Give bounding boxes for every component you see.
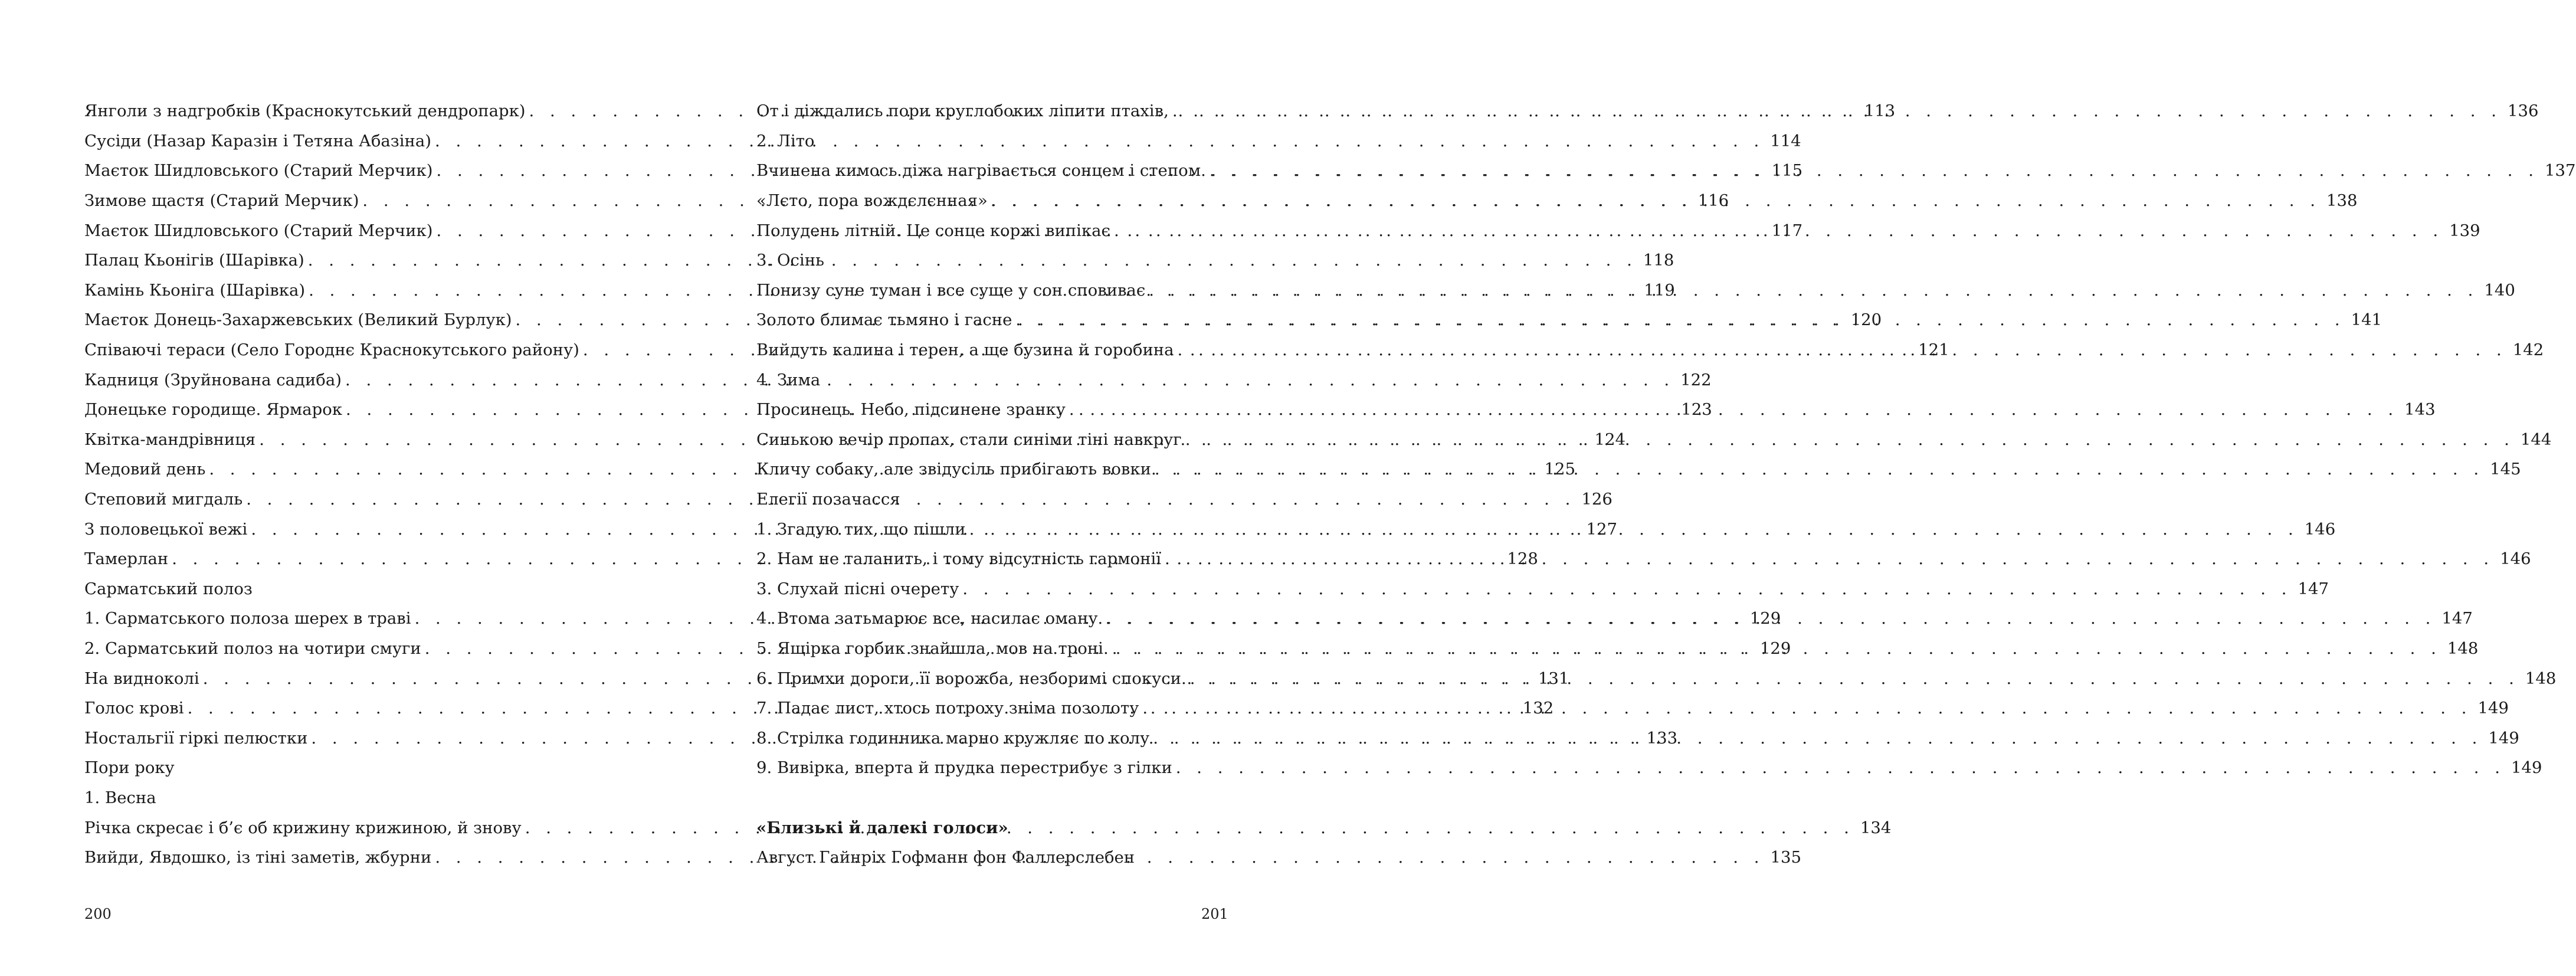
toc-dot-leader xyxy=(1151,460,2484,479)
toc-entry-title: Вчинена кимось діжа нагрівається сонцем і степом. xyxy=(756,161,1206,181)
toc-entry-title: «Лєто, пора вождєлєнная» xyxy=(756,191,988,211)
toc-entry-title: Маєток Донець-Захаржевських (Великий Бурлук) xyxy=(84,310,512,330)
toc-dot-leader xyxy=(1172,758,2505,777)
toc-entry-page-number: 126 xyxy=(1581,490,1613,509)
toc-dot-leader xyxy=(1169,101,2502,120)
toc-entry-title: 2. Сарматський полоз на чотири смуги xyxy=(84,638,421,658)
toc-entry-title: 4. Втома затьмарює все, насилає оману. xyxy=(756,609,1103,628)
toc-entry-title: З половецької вежі xyxy=(84,519,248,539)
toc-entry-title: 6. Примхи дороги, її ворожба, незборимі спокуси. xyxy=(756,669,1187,688)
section-title xyxy=(756,813,1223,843)
toc-entry-title: 2. Літо xyxy=(756,131,815,150)
toc-entry-page-number: 140 xyxy=(2484,280,2515,300)
toc-entry-page-number: 141 xyxy=(2351,310,2382,330)
toc-entry-title: Янголи з надгробків (Краснокутський дендропарк) xyxy=(84,101,526,121)
section-title-text: «Близькі й далекі голоси» xyxy=(756,818,1008,837)
toc-entry-title: Річка скресає і б’є об крижину крижиною, й знову xyxy=(84,818,522,837)
toc-entry-page-number: 129 xyxy=(1759,638,1791,658)
section-subtitle-text: Август Гайнріх Гофманн фон Фаллерслебен xyxy=(756,848,1135,867)
toc-entry-page-number: 113 xyxy=(1864,101,1896,121)
toc-entry-title: 9. Вивірка, вперта й прудка перестрибує з гілки xyxy=(756,758,1172,778)
toc-entry-title: Елегії позачасся xyxy=(756,490,900,509)
toc-entry-page-number: 148 xyxy=(2525,669,2557,688)
toc-entry-title: На видноколі xyxy=(84,669,199,688)
toc-entry-title: 3. Осінь xyxy=(756,251,825,270)
toc-dot-leader xyxy=(988,191,2321,210)
toc-entry-title: Ностальгії гіркі пелюстки xyxy=(84,728,308,748)
toc-entry-page-number: 118 xyxy=(1643,251,1674,270)
toc-entry-title: Сусіди (Назар Каразін і Тетяна Абазіна) xyxy=(84,131,432,150)
page-number-left: 200 xyxy=(84,906,112,922)
toc-dot-leader xyxy=(1149,729,2482,748)
toc-entry-page-number: 136 xyxy=(2508,101,2539,121)
toc-entry-title: Маєток Шидловського (Старий Мерчик) xyxy=(84,161,433,181)
toc-entry-title: Просинець. Небо, підсинене зранку xyxy=(756,400,1066,420)
toc-dot-leader xyxy=(1206,161,2539,180)
toc-entry-page-number: 117 xyxy=(1771,221,1803,240)
toc-entry-page-number: 116 xyxy=(1697,191,1729,211)
toc-entry-title: Донецьке городище. Ярмарок xyxy=(84,400,343,420)
toc-entry-page-number: 142 xyxy=(2512,340,2544,360)
toc-entry-title: Співаючі тераси (Село Городнє Краснокутського району) xyxy=(84,340,579,360)
toc-entry-page-number: 119 xyxy=(1644,280,1675,300)
toc-heading[interactable] xyxy=(756,484,1223,515)
toc-entry-page-number: 115 xyxy=(1771,161,1803,181)
toc-entry-page-number: 145 xyxy=(2490,460,2521,479)
toc-entry-title: Кличу собаку, але звідусіль прибігають вовки xyxy=(756,460,1151,479)
toc-entry-page-number: 133 xyxy=(1646,728,1678,748)
toc-dot-leader xyxy=(1103,609,2436,628)
toc-dot-leader xyxy=(959,579,2292,598)
toc-entry-title: 5. Ящірка горбик знайшла, мов на троні. xyxy=(756,638,1109,658)
toc-entry-title: Кадниця (Зруйнована садиба) xyxy=(84,370,342,389)
toc-heading[interactable] xyxy=(756,245,1223,276)
toc-entry-page-number: 149 xyxy=(2511,758,2542,778)
toc-dot-leader xyxy=(1066,400,2398,419)
toc-entry-title: Зимове щастя (Старий Мерчик) xyxy=(84,191,359,211)
section-subtitle xyxy=(756,843,1223,873)
toc-entry-page-number: 129 xyxy=(1749,609,1781,628)
toc-heading[interactable] xyxy=(84,783,550,813)
toc-entry-page-number: 123 xyxy=(1681,400,1712,420)
toc-entry-title: Маєток Шидловського (Старий Мерчик) xyxy=(84,221,433,240)
toc-entry-page-number: 128 xyxy=(1507,549,1538,569)
toc-entry-title: Квітка-мандрівниця xyxy=(84,430,256,449)
toc-entry-title: 7. Падає лист, хтось потроху зніма позолоту xyxy=(756,699,1139,718)
toc-entry-page-number: 137 xyxy=(2545,161,2576,181)
toc-entry-page-number: 120 xyxy=(1850,310,1882,330)
toc-entry-page-number: 149 xyxy=(2488,728,2519,748)
toc-heading[interactable] xyxy=(756,126,1223,156)
toc-heading[interactable] xyxy=(756,365,1223,395)
section-spacer xyxy=(756,783,1223,813)
toc-entry-page-number: 143 xyxy=(2404,400,2436,420)
toc-entry-page-number: 125 xyxy=(1544,460,1575,479)
toc-entry-title: Голос крові xyxy=(84,699,184,718)
toc-dot-leader xyxy=(1187,669,2519,688)
toc-entry-title: Пори року xyxy=(84,758,175,778)
toc-entry-page-number: 122 xyxy=(1680,370,1712,389)
toc-entry-page-number: 147 xyxy=(2298,579,2329,598)
toc-dot-leader xyxy=(1139,699,2472,718)
toc-entry-page-number: 131 xyxy=(1538,669,1569,688)
toc-dot-leader xyxy=(1012,310,2345,329)
toc-entry-page-number: 135 xyxy=(1770,848,1801,867)
toc-entry-title: Медовий день xyxy=(84,460,206,479)
toc-dot-leader xyxy=(1145,281,2478,300)
toc-entry-page-number: 121 xyxy=(1918,340,1949,360)
toc-entry-title: 8. Стрілка годинника марно кружляє по колу xyxy=(756,728,1150,748)
toc-entry-title: Степовий мигдаль xyxy=(84,490,243,509)
toc-entry[interactable] xyxy=(756,753,2542,783)
toc-dot-leader xyxy=(966,520,2299,539)
toc-entry-title: Понизу суне туман і все суще у сон сповиває xyxy=(756,280,1146,300)
toc-entry-title: 3. Слухай пісні очерету xyxy=(756,579,959,598)
toc-entry-title: Тамерлан xyxy=(84,549,169,569)
toc-entry-page-number: 149 xyxy=(2477,699,2509,718)
toc-entry-title: 1. Сарматського полоза шерех в траві xyxy=(84,609,411,628)
toc-dot-leader xyxy=(1182,430,2515,449)
toc-entry-page-number: 114 xyxy=(1770,131,1801,150)
toc-entry-page-number: 127 xyxy=(1586,519,1618,539)
toc-entry-title: 4. Зима xyxy=(756,370,821,389)
toc-heading[interactable] xyxy=(84,574,550,604)
toc-entry-page-number: 148 xyxy=(2447,638,2479,658)
toc-entry-page-number: 132 xyxy=(1522,699,1554,718)
toc-entry-page-number: 134 xyxy=(1860,818,1892,837)
toc-entry-title: Палац Кьонігів (Шарівка) xyxy=(84,251,304,270)
toc-entry-title: Камінь Кьоніга (Шарівка) xyxy=(84,280,306,300)
toc-entry-page-number: 139 xyxy=(2449,221,2480,240)
toc-dot-leader xyxy=(1110,221,2443,240)
toc-entry-page-number: 138 xyxy=(2326,191,2358,211)
toc-entry-page-number: 124 xyxy=(1594,430,1625,449)
toc-entry-page-number: 144 xyxy=(2520,430,2552,449)
toc-entry-page-number: 146 xyxy=(2304,519,2336,539)
toc-entry-title: Сарматський полоз xyxy=(84,579,253,598)
toc-entry-title: Вийди, Явдошко, із тіні заметів, жбурни xyxy=(84,848,432,867)
toc-dot-leader xyxy=(1174,340,2507,359)
toc-dot-leader xyxy=(1161,549,2494,568)
toc-entry-page-number: 147 xyxy=(2441,609,2473,628)
toc-entry-title: От і діждались пори круглобоких ліпити птахів, xyxy=(756,101,1169,121)
toc-entry-title: 1. Згадую тих, що пішли xyxy=(756,519,966,539)
toc-entry-title: 1. Весна xyxy=(84,788,156,807)
toc-entry-title: Полудень літній. Це сонце коржі випікає xyxy=(756,221,1110,240)
toc-entry-page-number: 146 xyxy=(2500,549,2531,569)
page-number-right: 201 xyxy=(1201,906,1228,922)
toc-entry-title: Синькою вечір пропах, стали синіми тіні навкруг xyxy=(756,430,1182,449)
toc-entry-title: 2. Нам не таланить, і тому відсутність гармонії xyxy=(756,549,1161,569)
toc-entry-title: Золото блимає тьмяно і гасне xyxy=(756,310,1012,330)
toc-dot-leader xyxy=(1109,639,2441,658)
toc-entry[interactable] xyxy=(756,574,2329,604)
toc-heading[interactable] xyxy=(84,753,550,783)
toc-entry-title: Вийдуть калина і терен, а ще бузина й горобина xyxy=(756,340,1174,360)
